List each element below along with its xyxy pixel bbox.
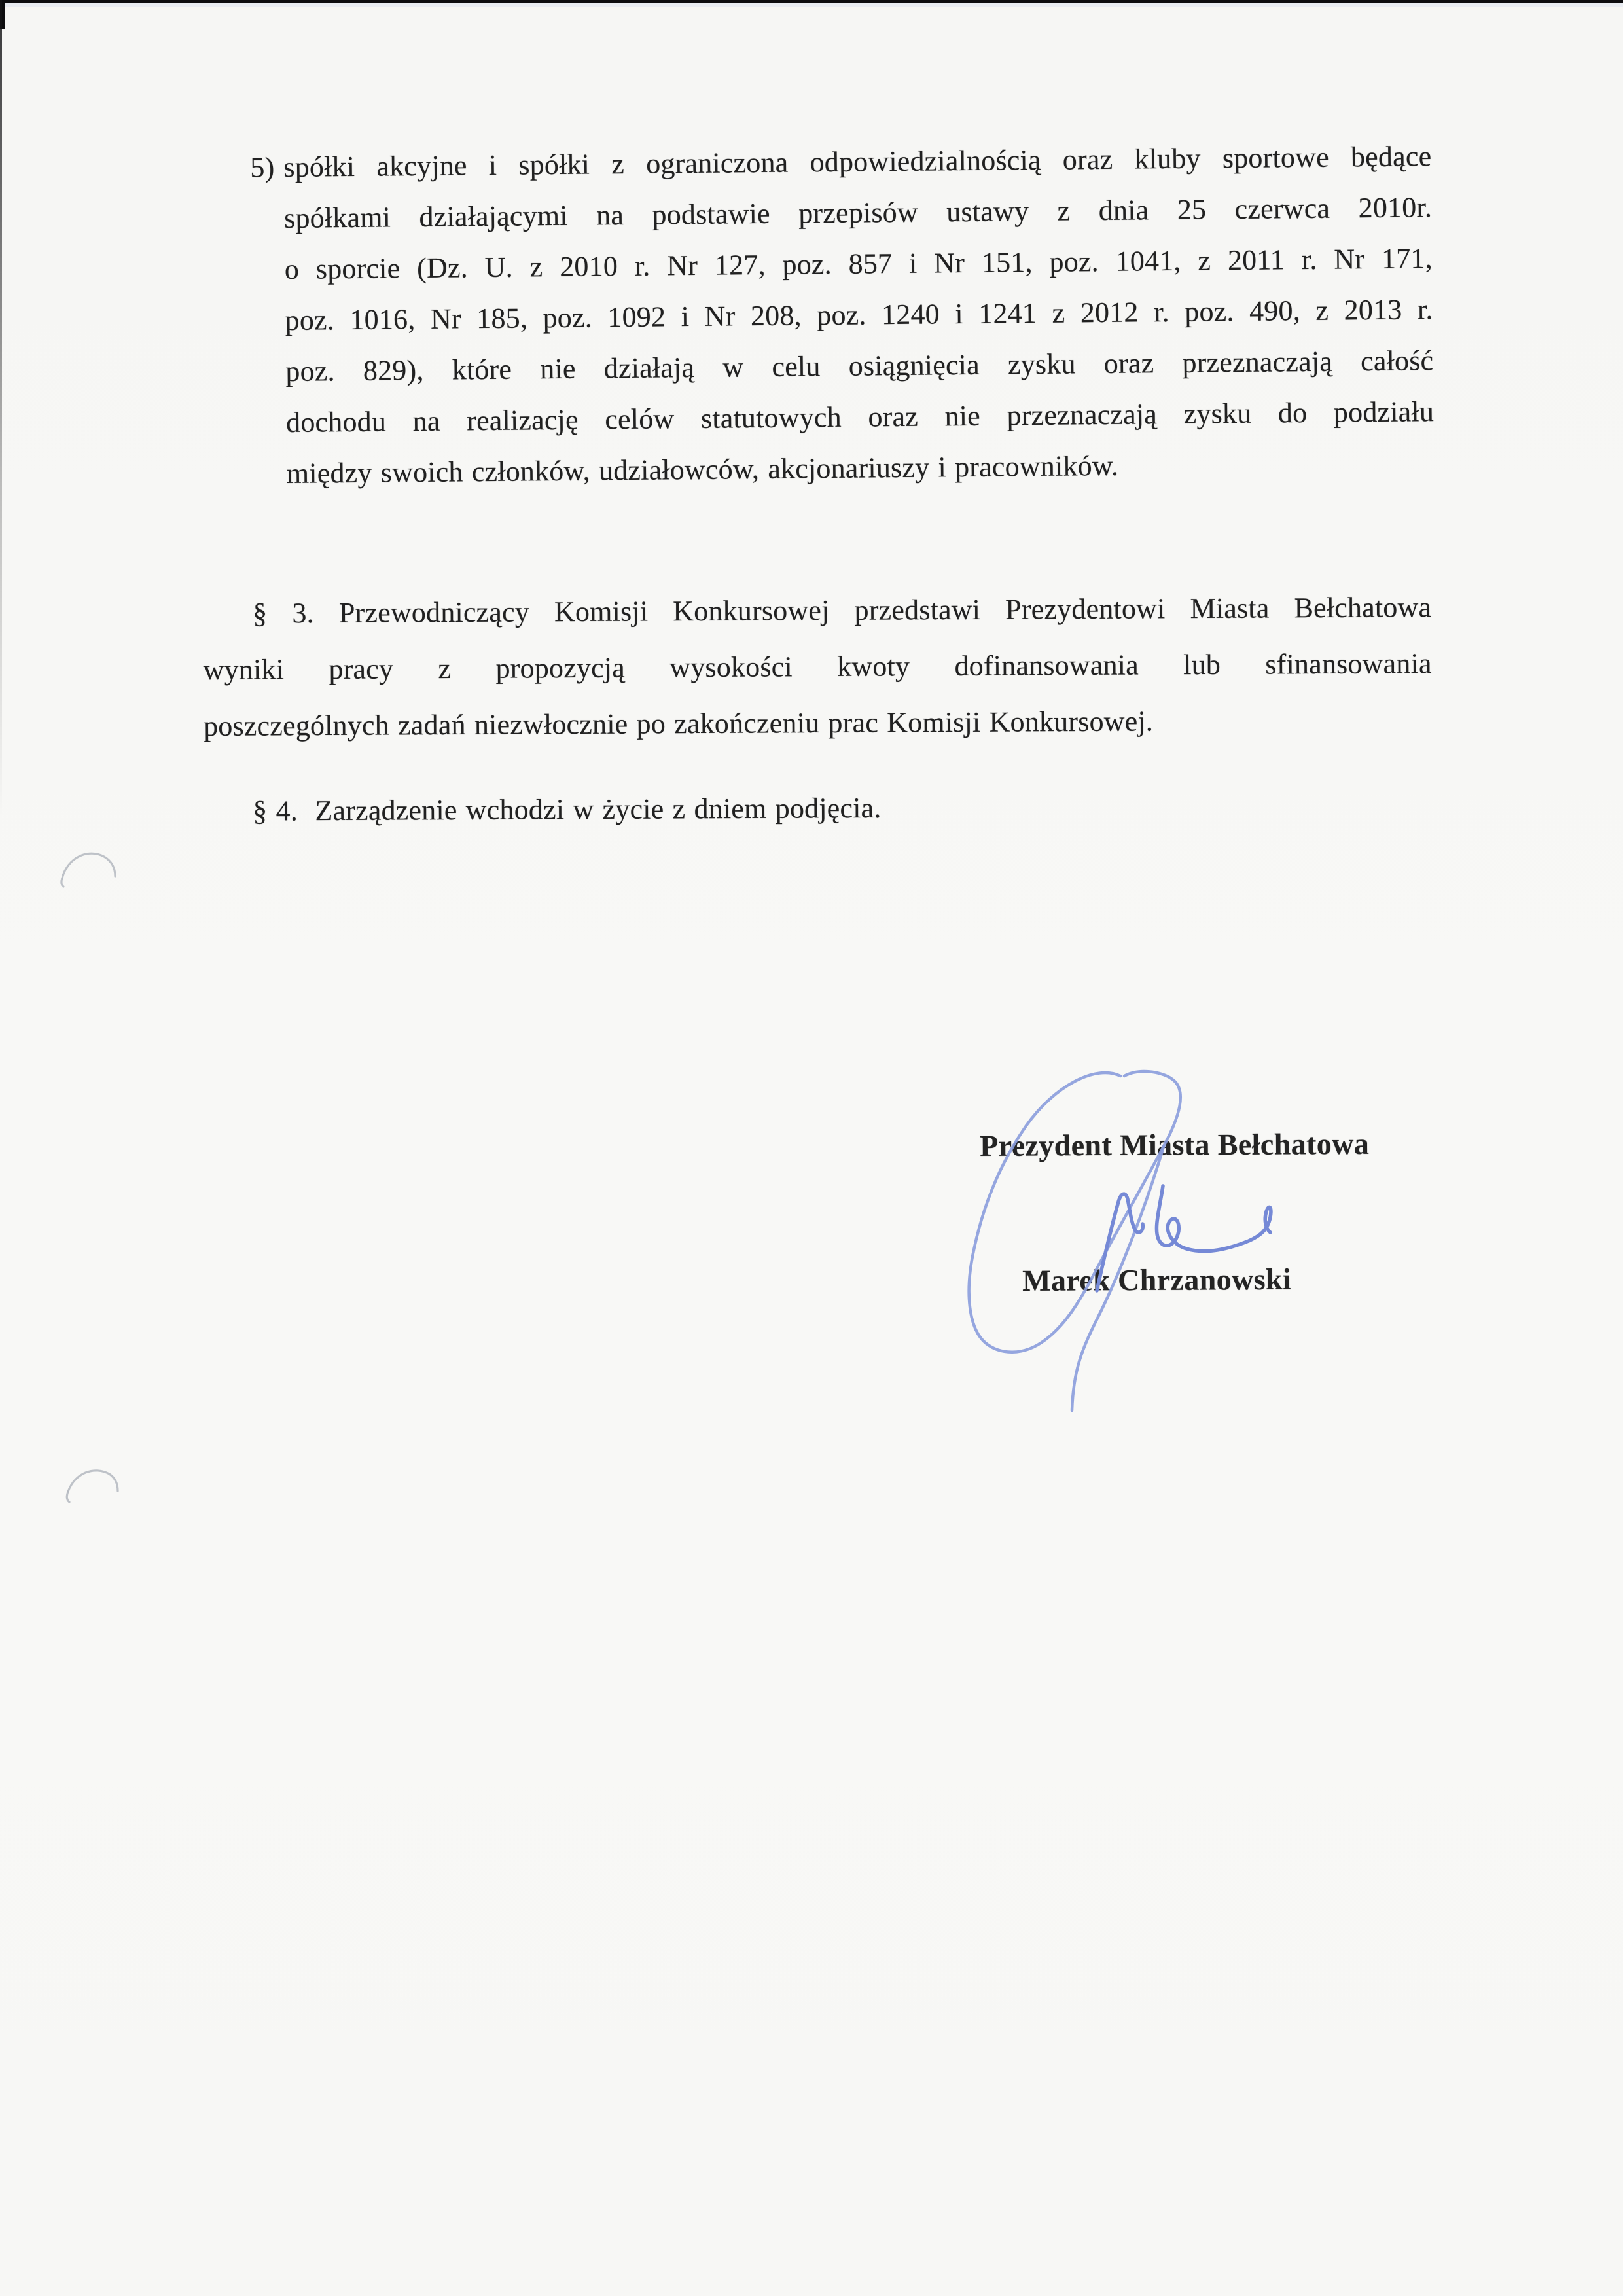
signature-title: Prezydent Miasta Bełchatowa: [980, 1126, 1370, 1162]
text-line: § 4. Zarządzenie wchodzi w życie z dniem podjęcia.: [253, 791, 882, 827]
signature-name: Marek Chrzanowski: [1022, 1262, 1292, 1297]
scan-left-edge-artifact: [0, 0, 2, 818]
text-line: spółkami działającymi na podstawie przepisów ustawy z dnia 25 czerwca 2010r.: [283, 191, 1433, 234]
text-line: między swoich członków, udziałowców, akcjonariuszy i pracowników.: [286, 449, 1119, 490]
text-line: poz. 829), które nie działają w celu osiągnięcia zysku oraz przeznaczają całość: [285, 344, 1434, 387]
pencil-arc-mark-upper: [56, 844, 128, 890]
list-item-5-marker: 5): [250, 151, 275, 184]
text-line: poszczególnych zadań niezwłocznie po zakończeniu prac Komisji Konkursowej.: [203, 705, 1154, 742]
text-line: poz. 1016, Nr 185, poz. 1092 i Nr 208, poz. 1240 i 1241 z 2012 r. poz. 490, z 2013 r.: [285, 293, 1433, 336]
list-item-5: [250, 131, 1435, 499]
text-line: dochodu na realizację celów statutowych oraz nie przeznaczają zysku do podziału: [285, 395, 1435, 439]
paragraph-3: [203, 579, 1432, 755]
text-line: spółki akcyjne i spółki z ograniczona odpowiedzialnością oraz kluby sportowe będące: [283, 140, 1432, 183]
text-line: wyniki pracy z propozycją wysokości kwoty dofinansowania lub sfinansowania: [203, 647, 1432, 686]
paragraph-4: [203, 778, 1431, 840]
scan-top-edge-artifact: [0, 0, 1623, 7]
text-line: § 3. Przewodniczący Komisji Konkursowej przedstawi Prezydentowi Miasta Bełchatowa: [253, 591, 1432, 630]
text-line: o sporcie (Dz. U. z 2010 r. Nr 127, poz. 857 i Nr 151, poz. 1041, z 2011 r. Nr 171,: [284, 242, 1433, 285]
pencil-arc-mark-lower: [60, 1463, 126, 1505]
list-item-5-text: [283, 131, 1435, 499]
handwritten-signature: [942, 1060, 1283, 1414]
